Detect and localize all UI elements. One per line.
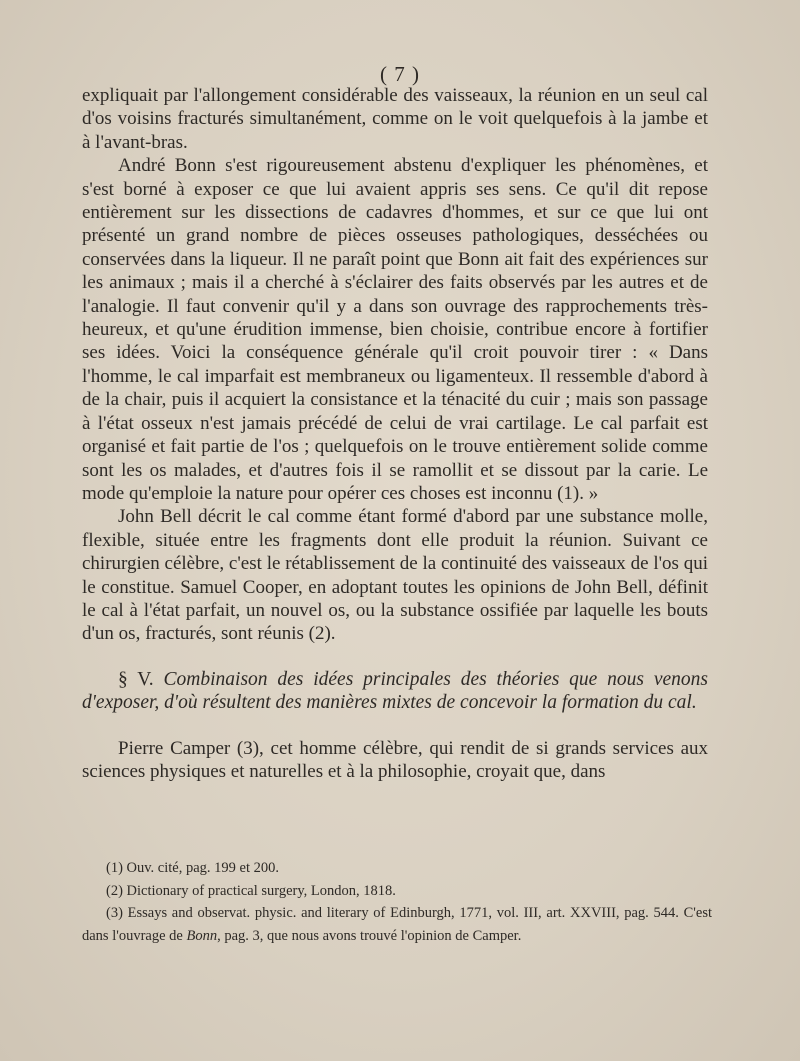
footnote-3-author: Bonn [186,927,218,944]
footnote-3-text-a: (3) Essays and observat. physic. and literary of Edinburgh, 1771, vol. III, art. XXVIII, pag. 544. C'est dans l'ouvrage de [82,905,712,944]
paragraph-2: André Bonn s'est rigoureusement abstenu d'expliquer les phénomènes, et s'est borné à exposer ce que lui avaient appris ses sens. Ce qu'il dit repose entièrement sur les dissections de cadavres d'hommes, et sur ce que lui ont présenté un grand nombre de pièces osseuses pathologiques, desséchées ou conservées dans la liqueur. Il ne paraît point que Bonn ait fait des expériences sur les animaux ; mais il a cherché à s'éclairer des faits observés par les autres et de l'analogie. Il faut convenir qu'il y a dans son ouvrage des rapprochements très-heureux, et qu'une érudition immense, bien choisie, contribue encore à fortifier ses idées. Voici la conséquence générale qu'il croit pouvoir tirer : « Dans l'homme, le cal imparfait est membraneux ou ligamenteux. Il ressemble d'abord à de la chair, puis il acquiert la consistance et la ténacité du cuir ; mais son passage à l'état osseux n'est jamais précédé de celui de vrai cartilage. Le cal parfait est organisé et fait partie de l'os ; quelquefois on le trouve entièrement solide comme sont les os malades, et d'autres fois il se ramollit et se dissout par la carie. Le mode qu'emploie la nature pour opérer ces choses est inconnu (1). » [82,155,708,504]
footnote-3-text-b: , pag. 3, que nous avons trouvé l'opinion de Camper. [217,927,522,944]
footnote-2: (2) Dictionary of practical surgery, London, 1818. [106,882,396,899]
footnote-3 [82,902,712,947]
footnotes [82,857,712,947]
paragraph-3: John Bell décrit le cal comme étant formé d'abord par une substance molle, flexible, située entre les fragments dont elle produit la réunion. Suivant ce chirurgien célèbre, c'est le rétablissement de la continuité des vaisseaux de l'os qui le constitue. Samuel Cooper, en adoptant toutes les opinions de John Bell, définit le cal à l'état parfait, un nouvel os, ou la substance ossifiée par laquelle les bouts d'un os, fracturés, sont réunis (2). [82,506,708,645]
page-number: ( 7 ) [380,62,420,86]
main-text [82,84,708,783]
section-title: Combinaison des idées principales des théories que nous venons d'exposer, d'où résultent des manières mixtes de concevoir la formation du cal. [82,668,709,714]
paragraph-1: expliquait par l'allongement considérable des vaisseaux, la réunion en un seul cal d'os voisins fracturés simultanément, comme on le voit quelquefois à la jambe et à l'avant-bras. [82,85,708,153]
footnote-1: (1) Ouv. cité, pag. 199 et 200. [106,860,280,876]
paragraph-4: Pierre Camper (3), cet homme célèbre, qui rendit de si grands services aux sciences physiques et naturelles et à la philosophie, croyait que, dans [82,737,708,782]
section-mark: § V. [118,668,154,690]
section-heading [82,668,708,715]
